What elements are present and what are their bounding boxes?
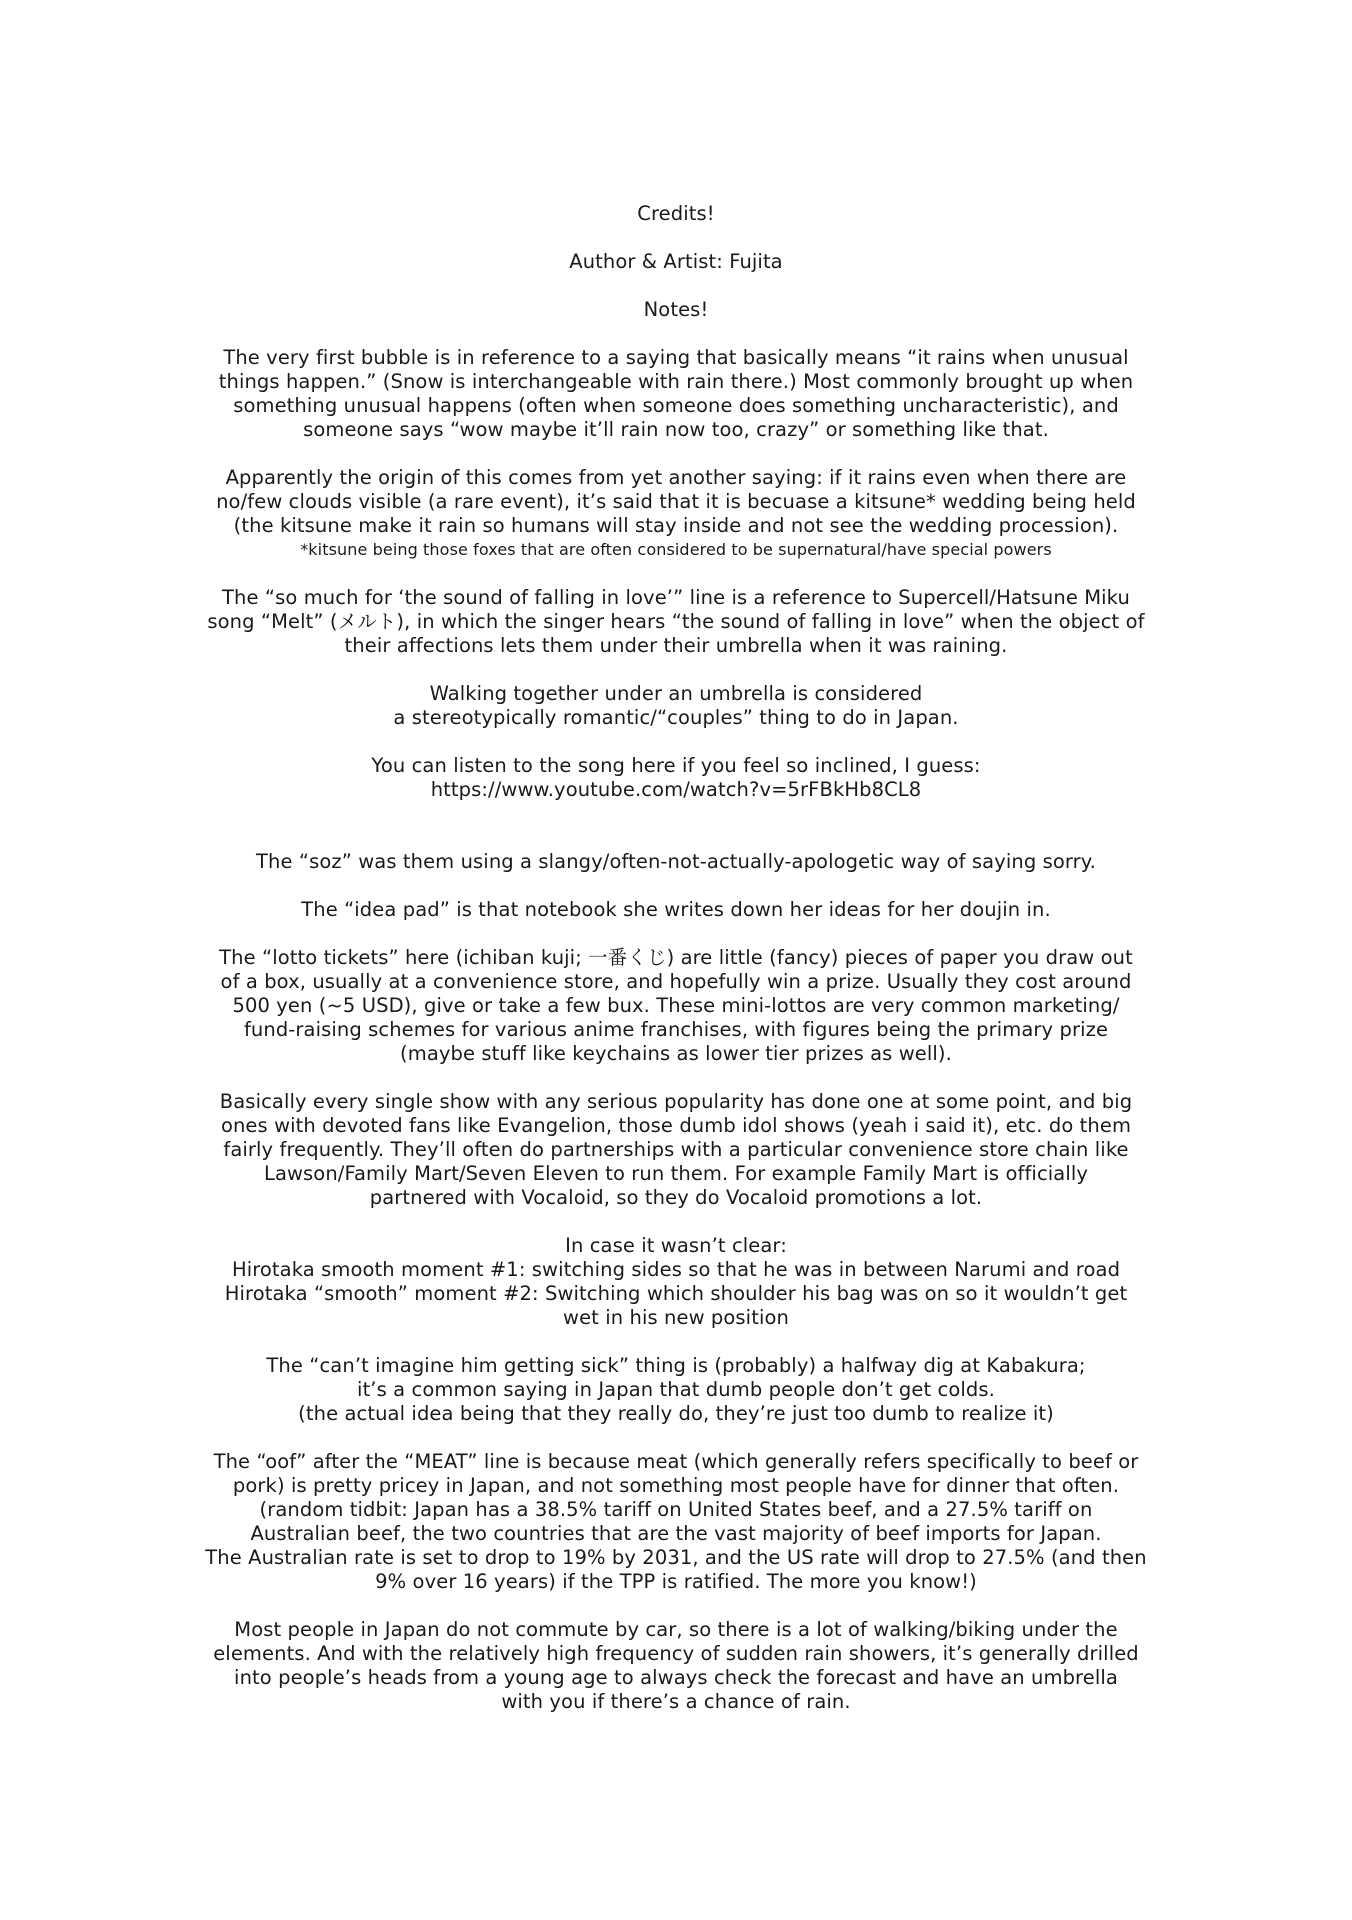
credit-line	[0, 250, 1352, 274]
note-rain-saying	[0, 346, 1352, 442]
note-lotto-tickets	[0, 946, 1352, 1066]
note-line: a stereotypically romantic/“couples” thing to do in Japan.	[393, 706, 959, 729]
note-line: partnered with Vocaloid, so they do Vocaloid promotions a lot.	[369, 1186, 983, 1209]
notes-heading-text: Notes!	[643, 298, 709, 321]
note-line: things happen.” (Snow is interchangeable with rain there.) Most commonly brought up when	[218, 370, 1134, 393]
note-song-link	[0, 754, 1352, 802]
note-hirotaka-moments	[0, 1234, 1352, 1330]
note-line: Hirotaka smooth moment #1: switching sides so that he was in between Narumi and road	[231, 1258, 1121, 1281]
note-line: fairly frequently. They’ll often do partnerships with a particular convenience store chain like	[223, 1138, 1129, 1161]
note-line: (maybe stuff like keychains as lower tier prizes as well).	[400, 1042, 952, 1065]
note-line: Apparently the origin of this comes from yet another saying: if it rains even when there are	[225, 466, 1127, 489]
note-line: The “soz” was them using a slangy/often-not-actually-apologetic way of saying sorry.	[256, 850, 1096, 873]
kitsune-footnote: *kitsune being those foxes that are often considered to be supernatural/have special powers	[300, 540, 1052, 559]
note-line: Hirotaka “smooth” moment #2: Switching which shoulder his bag was on so it wouldn’t get	[224, 1282, 1128, 1305]
note-line: (the actual idea being that they really do, they’re just too dumb to realize it)	[298, 1402, 1054, 1425]
page-title	[0, 202, 1352, 226]
note-line: pork) is pretty pricey in Japan, and not something most people have for dinner that often.	[232, 1474, 1120, 1497]
notes-heading	[0, 298, 1352, 322]
note-meat	[0, 1450, 1352, 1594]
note-line: their affections lets them under their umbrella when it was raining.	[344, 634, 1008, 657]
note-line: You can listen to the song here if you feel so inclined, I guess:	[371, 754, 981, 777]
note-line: The “oof” after the “MEAT” line is because meat (which generally refers specifically to beef or	[213, 1450, 1139, 1473]
note-line: someone says “wow maybe it’ll rain now too, crazy” or something like that.	[303, 418, 1049, 441]
note-line: The “can’t imagine him getting sick” thing is (probably) a halfway dig at Kabakura;	[266, 1354, 1086, 1377]
note-kitsune-origin	[0, 466, 1352, 562]
note-line: 500 yen (~5 USD), give or take a few bux. These mini-lottos are very common marketing/	[232, 994, 1120, 1017]
note-commute	[0, 1618, 1352, 1714]
note-getting-sick	[0, 1354, 1352, 1426]
title-text: Credits!	[637, 202, 715, 225]
note-line: something unusual happens (often when someone does something uncharacteristic), and	[233, 394, 1119, 417]
note-line: The “idea pad” is that notebook she writes down her ideas for her doujin in.	[301, 898, 1051, 921]
note-idea-pad	[0, 898, 1352, 922]
note-soz	[0, 850, 1352, 874]
note-line: of a box, usually at a convenience store, and hopefully win a prize. Usually they cost around	[220, 970, 1132, 993]
note-line: it’s a common saying in Japan that dumb people don’t get colds.	[357, 1378, 995, 1401]
note-line: Basically every single show with any serious popularity has done one at some point, and big	[219, 1090, 1133, 1113]
note-line: elements. And with the relatively high frequency of sudden rain showers, it’s generally drilled	[213, 1642, 1139, 1665]
note-melt-reference	[0, 586, 1352, 658]
note-popularity	[0, 1090, 1352, 1210]
note-umbrella	[0, 682, 1352, 730]
note-line: into people’s heads from a young age to always check the forecast and have an umbrella	[234, 1666, 1118, 1689]
note-line: (random tidbit: Japan has a 38.5% tariff on United States beef, and a 27.5% tariff on	[259, 1498, 1093, 1521]
note-line: The “lotto tickets” here (ichiban kuji; 一番くじ) are little (fancy) pieces of paper you draw out	[219, 946, 1133, 969]
note-line: no/few clouds visible (a rare event), it’s said that it is becuase a kitsune* wedding being held	[216, 490, 1136, 513]
youtube-link-line	[0, 778, 1352, 802]
credits-notes-page	[0, 202, 1352, 1714]
note-line: wet in his new position	[563, 1306, 789, 1329]
note-line: 9% over 16 years) if the TPP is ratified. The more you know!)	[375, 1570, 977, 1593]
youtube-link[interactable]: https://www.youtube.com/watch?v=5rFBkHb8CL8	[430, 778, 922, 801]
note-line: Australian beef, the two countries that are the vast majority of beef imports for Japan.	[250, 1522, 1102, 1545]
note-line: with you if there’s a chance of rain.	[501, 1690, 851, 1713]
note-line: The “so much for ‘the sound of falling in love’” line is a reference to Supercell/Hatsune Miku	[222, 586, 1130, 609]
credit-text: Author & Artist: Fujita	[569, 250, 783, 273]
note-line: (the kitsune make it rain so humans will stay inside and not see the wedding procession).	[233, 514, 1119, 537]
note-line: The very first bubble is in reference to a saying that basically means “it rains when unusual	[223, 346, 1129, 369]
note-line: ones with devoted fans like Evangelion, those dumb idol shows (yeah i said it), etc. do them	[220, 1114, 1132, 1137]
note-line: Walking together under an umbrella is considered	[429, 682, 923, 705]
note-line: fund-raising schemes for various anime franchises, with figures being the primary prize	[243, 1018, 1109, 1041]
note-line: In case it wasn’t clear:	[565, 1234, 787, 1257]
note-line: Lawson/Family Mart/Seven Eleven to run them. For example Family Mart is officially	[263, 1162, 1089, 1185]
note-line: Most people in Japan do not commute by car, so there is a lot of walking/biking under the	[234, 1618, 1118, 1641]
note-line: The Australian rate is set to drop to 19% by 2031, and the US rate will drop to 27.5% (and then	[205, 1546, 1147, 1569]
note-line: song “Melt” (メルト), in which the singer hears “the sound of falling in love” when the object of	[207, 610, 1145, 633]
